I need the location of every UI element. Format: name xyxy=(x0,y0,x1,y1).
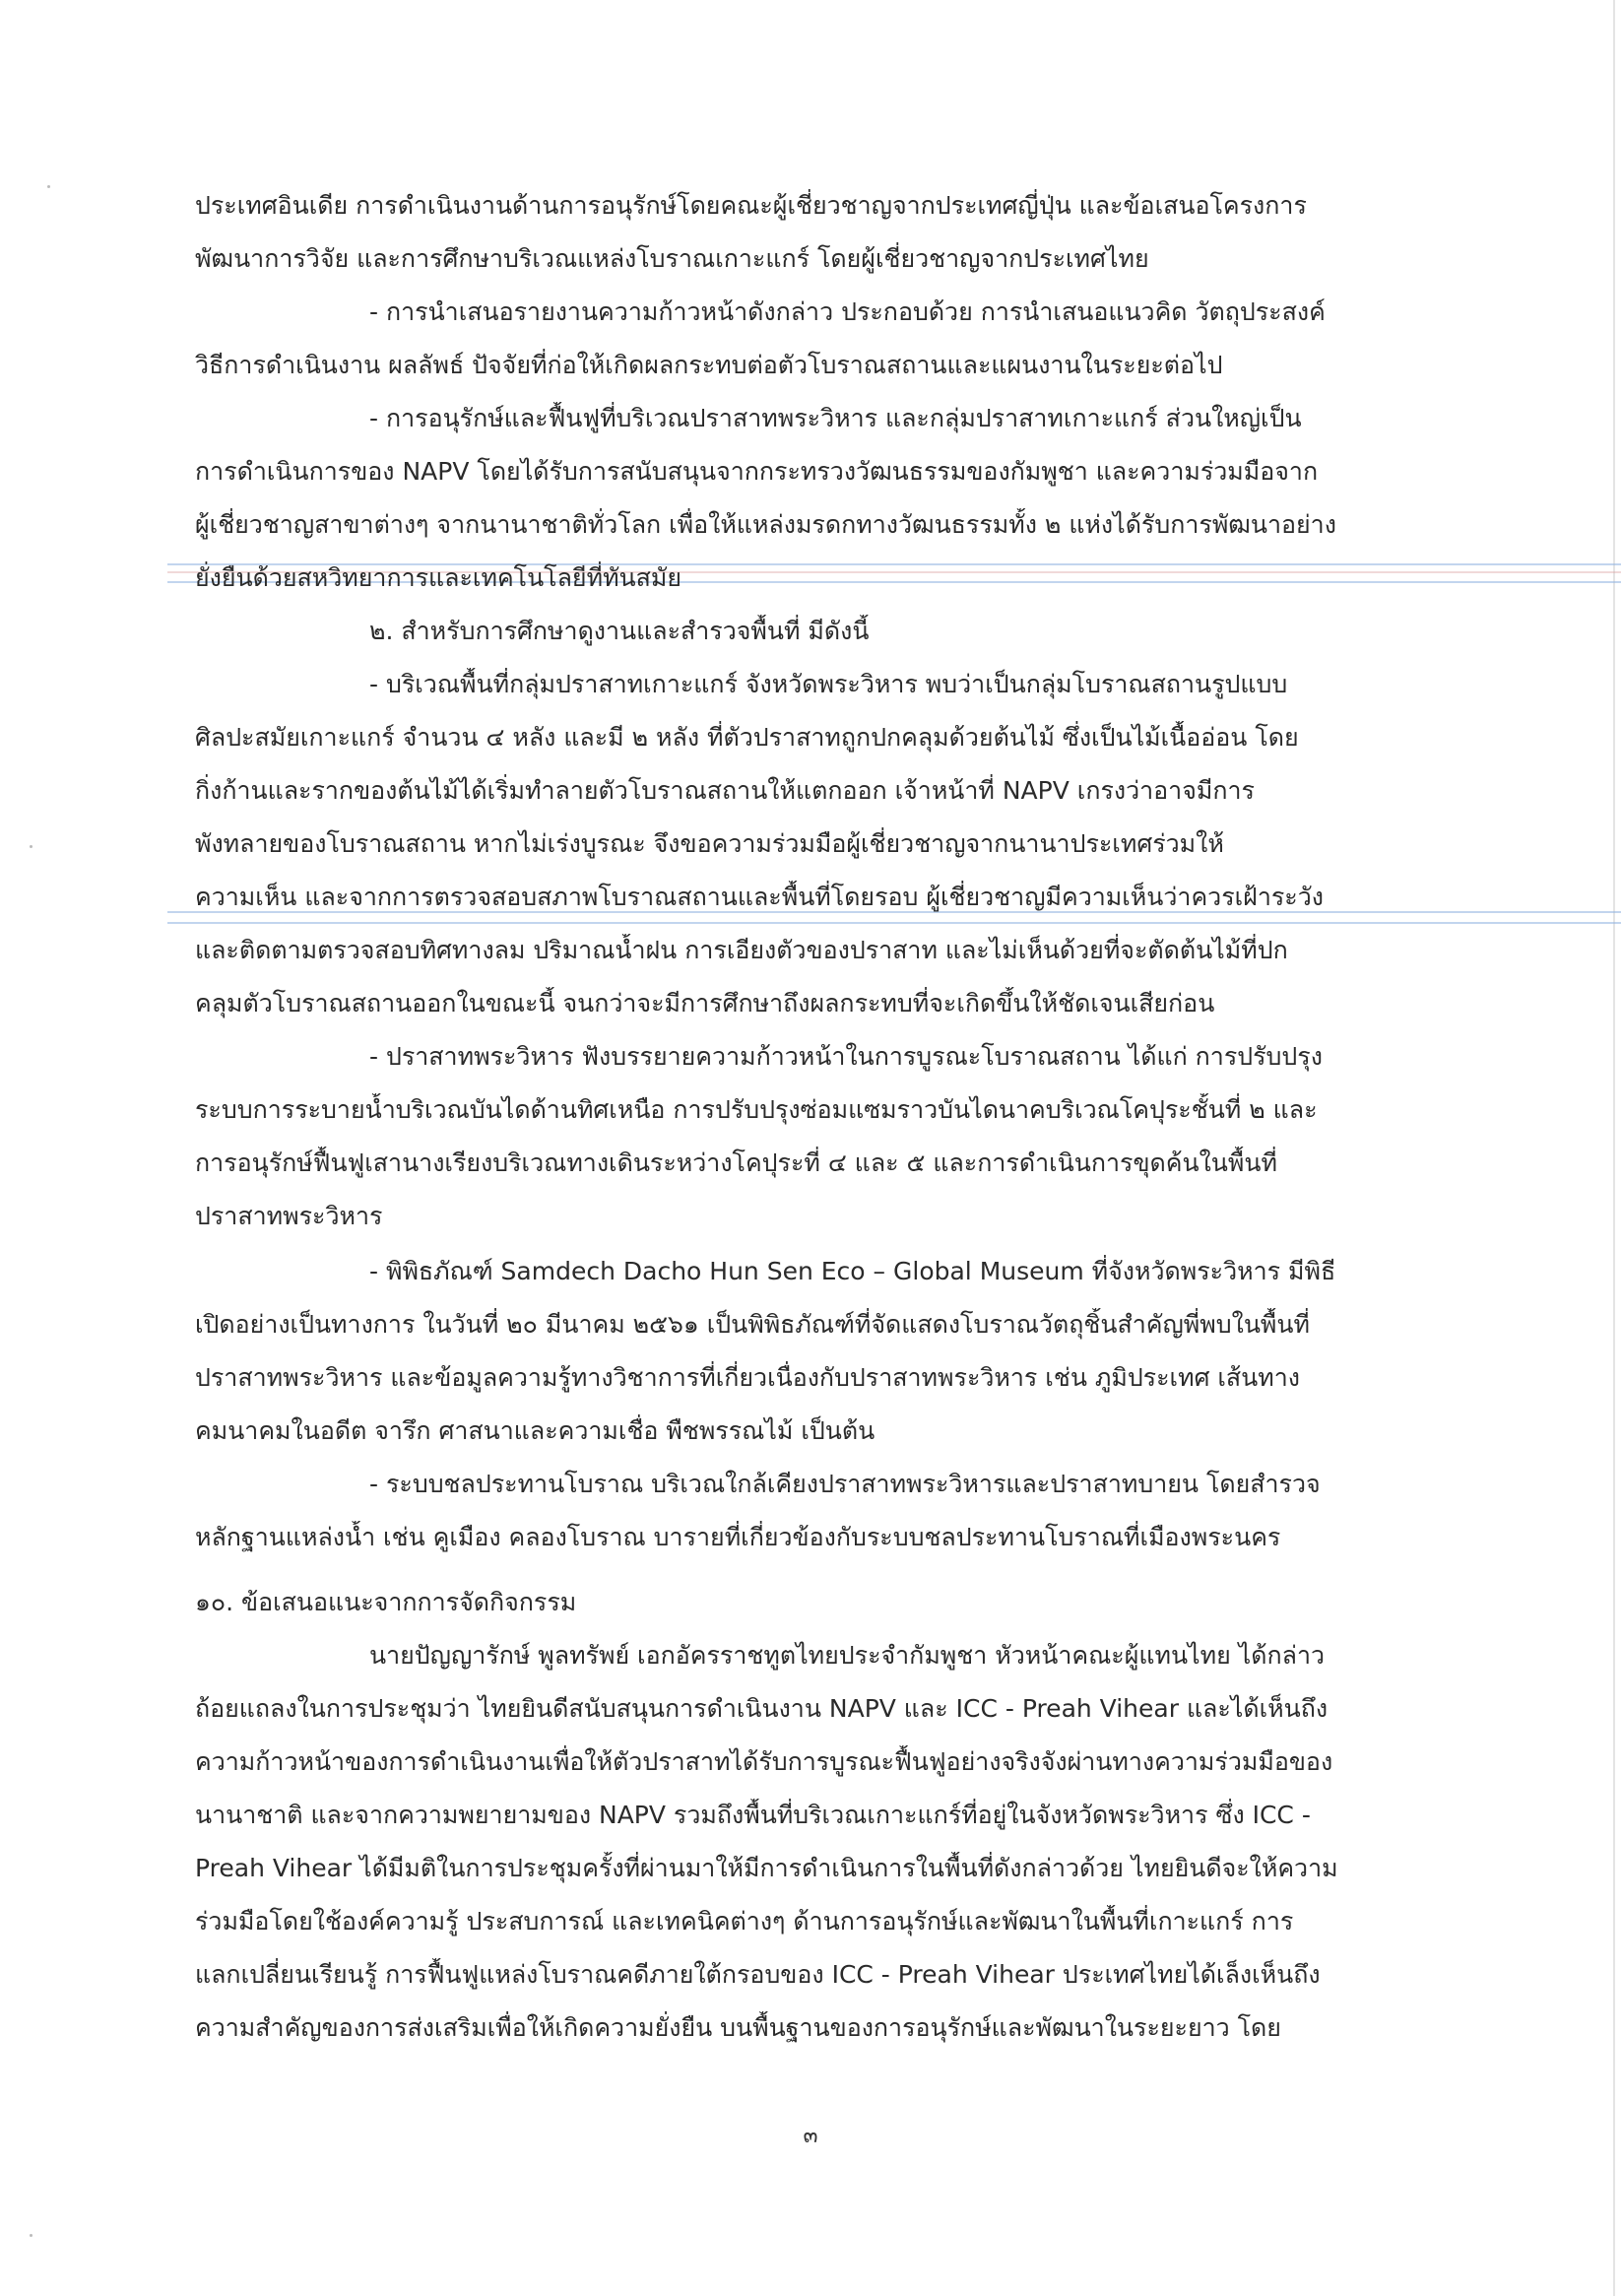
scan-speck xyxy=(30,2234,32,2237)
body-line: ระบบการระบายน้ำบริเวณบันไดด้านทิศเหนือ การปรับปรุงซ่อมแซมราวบันไดนาคบริเวณโคปุระชั้นที่ ๒ และ xyxy=(195,1095,1318,1124)
page-number: ๓ xyxy=(803,2124,818,2148)
page-edge xyxy=(1613,0,1615,2296)
body-line: กิ่งก้านและรากของต้นไม้ได้เริ่มทำลายตัวโบราณสถานให้แตกออก เจ้าหน้าที่ NAPV เกรงว่าอาจมีการ xyxy=(195,776,1255,805)
body-line: - ระบบชลประทานโบราณ บริเวณใกล้เคียงปราสาทพระวิหารและปราสาทบายน โดยสำรวจ xyxy=(369,1470,1321,1498)
body-line: Preah Vihear ได้มีมติในการประชุมครั้งที่ผ่านมาให้มีการดำเนินการในพื้นที่ดังกล่าวด้วย ไทยยินดีจะให้ความ xyxy=(195,1854,1338,1882)
body-line: การดำเนินการของ NAPV โดยได้รับการสนับสนุนจากกระทรวงวัฒนธรรมของกัมพูชา และความร่วมมือจาก xyxy=(195,457,1319,486)
body-line: ความก้าวหน้าของการดำเนินงานเพื่อให้ตัวปราสาทได้รับการบูรณะฟื้นฟูอย่างจริงจังผ่านทางความร่วมมือของ xyxy=(195,1747,1333,1776)
body-line: คลุมตัวโบราณสถานออกในขณะนี้ จนกว่าจะมีการศึกษาถึงผลกระทบที่จะเกิดขึ้นให้ชัดเจนเสียก่อน xyxy=(195,989,1215,1017)
body-line: วิธีการดำเนินงาน ผลลัพธ์ ปัจจัยที่ก่อให้เกิดผลกระทบต่อตัวโบราณสถานและแผนงานในระยะต่อไป xyxy=(195,351,1223,379)
body-line: การอนุรักษ์ฟื้นฟูเสานางเรียงบริเวณทางเดินระหว่างโคปุระที่ ๔ และ ๕ และการดำเนินการขุดค้นในพื้นที่ xyxy=(195,1148,1277,1177)
body-line: เปิดอย่างเป็นทางการ ในวันที่ ๒๐ มีนาคม ๒๕๖๑ เป็นพิพิธภัณฑ์ที่จัดแสดงโบราณวัตถุชิ้นสำคัญพี่พบในพื้นที่ xyxy=(195,1310,1310,1339)
body-line: คมนาคมในอดีต จารึก ศาสนาและความเชื่อ พืชพรรณไม้ เป็นต้น xyxy=(195,1416,875,1445)
body-line: นานาชาติ และจากความพยายามของ NAPV รวมถึงพื้นที่บริเวณเกาะแกร์ที่อยู่ในจังหวัดพระวิหาร ซึ่ง ICC - xyxy=(195,1801,1311,1829)
body-line: ศิลปะสมัยเกาะแกร์ จำนวน ๔ หลัง และมี ๒ หลัง ที่ตัวปราสาทถูกปกคลุมด้วยต้นไม้ ซึ่งเป็นไม้เนื้ออ่อน โดย xyxy=(195,723,1299,752)
scan-speck xyxy=(47,185,50,188)
body-line: - บริเวณพื้นที่กลุ่มปราสาทเกาะแกร์ จังหวัดพระวิหาร พบว่าเป็นกลุ่มโบราณสถานรูปแบบ xyxy=(369,670,1288,698)
body-line: และติดตามตรวจสอบทิศทางลม ปริมาณน้ำฝน การเอียงตัวของปราสาท และไม่เห็นด้วยที่จะตัดต้นไม้ที่ปก xyxy=(195,936,1288,964)
body-line: - การนำเสนอรายงานความก้าวหน้าดังกล่าว ประกอบด้วย การนำเสนอแนวคิด วัตถุประสงค์ xyxy=(369,297,1326,326)
body-line: ปราสาทพระวิหาร และข้อมูลความรู้ทางวิชาการที่เกี่ยวเนื่องกับปราสาทพระวิหาร เช่น ภูมิประเทศ เส้นทาง xyxy=(195,1363,1300,1392)
body-line: ประเทศอินเดีย การดำเนินงานด้านการอนุรักษ์โดยคณะผู้เชี่ยวชาญจากประเทศญี่ปุ่น และข้อเสนอโครงการ xyxy=(195,191,1307,220)
body-line: ถ้อยแถลงในการประชุมว่า ไทยยินดีสนับสนุนการดำเนินงาน NAPV และ ICC - Preah Vihear และได้เห็นถึง xyxy=(195,1694,1329,1723)
body-line: ร่วมมือโดยใช้องค์ความรู้ ประสบการณ์ และเทคนิคต่างๆ ด้านการอนุรักษ์และพัฒนาในพื้นที่เกาะแกร์ การ xyxy=(195,1907,1294,1935)
body-line: ความสำคัญของการส่งเสริมเพื่อให้เกิดความยั่งยืน บนพื้นฐานของการอนุรักษ์และพัฒนาในระยะยาว โดย xyxy=(195,2013,1281,2042)
body-line: ยั่งยืนด้วยสหวิทยาการและเทคโนโลยีที่ทันสมัย xyxy=(195,563,682,592)
body-line: ผู้เชี่ยวชาญสาขาต่างๆ จากนานาชาติทั่วโลก เพื่อให้แหล่งมรดกทางวัฒนธรรมทั้ง ๒ แห่งได้รับการพัฒนาอย่าง xyxy=(195,510,1336,539)
scan-artifact-line xyxy=(167,922,1621,924)
body-line: หลักฐานแหล่งน้ำ เช่น คูเมือง คลองโบราณ บารายที่เกี่ยวข้องกับระบบชลประทานโบราณที่เมืองพระนคร xyxy=(195,1523,1281,1551)
body-line: - พิพิธภัณฑ์ Samdech Dacho Hun Sen Eco – Global Museum ที่จังหวัดพระวิหาร มีพิธี xyxy=(369,1257,1336,1285)
section-heading: ๒. สำหรับการศึกษาดูงานและสำรวจพื้นที่ มีดังนี้ xyxy=(369,617,870,645)
body-line: - ปราสาทพระวิหาร ฟังบรรยายความก้าวหน้าในการบูรณะโบราณสถาน ได้แก่ การปรับปรุง xyxy=(369,1042,1323,1071)
section-heading: ๑๐. ข้อเสนอแนะจากการจัดกิจกรรม xyxy=(195,1588,577,1616)
body-line: นายปัญญารักษ์ พูลทรัพย์ เอกอัครราชทูตไทยประจำกัมพูชา หัวหน้าคณะผู้แทนไทย ได้กล่าว xyxy=(369,1641,1326,1670)
scan-speck xyxy=(30,845,32,848)
body-line: - การอนุรักษ์และฟื้นฟูที่บริเวณปราสาทพระวิหาร และกลุ่มปราสาทเกาะแกร์ ส่วนใหญ่เป็น xyxy=(369,404,1302,432)
body-line: แลกเปลี่ยนเรียนรู้ การฟื้นฟูแหล่งโบราณคดีภายใต้กรอบของ ICC - Preah Vihear ประเทศไทยได้เล็งเห็นถึง xyxy=(195,1960,1321,1989)
body-line: พัฒนาการวิจัย และการศึกษาบริเวณแหล่งโบราณเกาะแกร์ โดยผู้เชี่ยวชาญจากประเทศไทย xyxy=(195,244,1149,273)
body-line: ปราสาทพระวิหาร xyxy=(195,1202,383,1230)
body-line: ความเห็น และจากการตรวจสอบสภาพโบราณสถานและพื้นที่โดยรอบ ผู้เชี่ยวชาญมีความเห็นว่าควรเฝ้าระวัง xyxy=(195,883,1324,911)
body-line: พังทลายของโบราณสถาน หากไม่เร่งบูรณะ จึงขอความร่วมมือผู้เชี่ยวชาญจากนานาประเทศร่วมให้ xyxy=(195,829,1224,858)
